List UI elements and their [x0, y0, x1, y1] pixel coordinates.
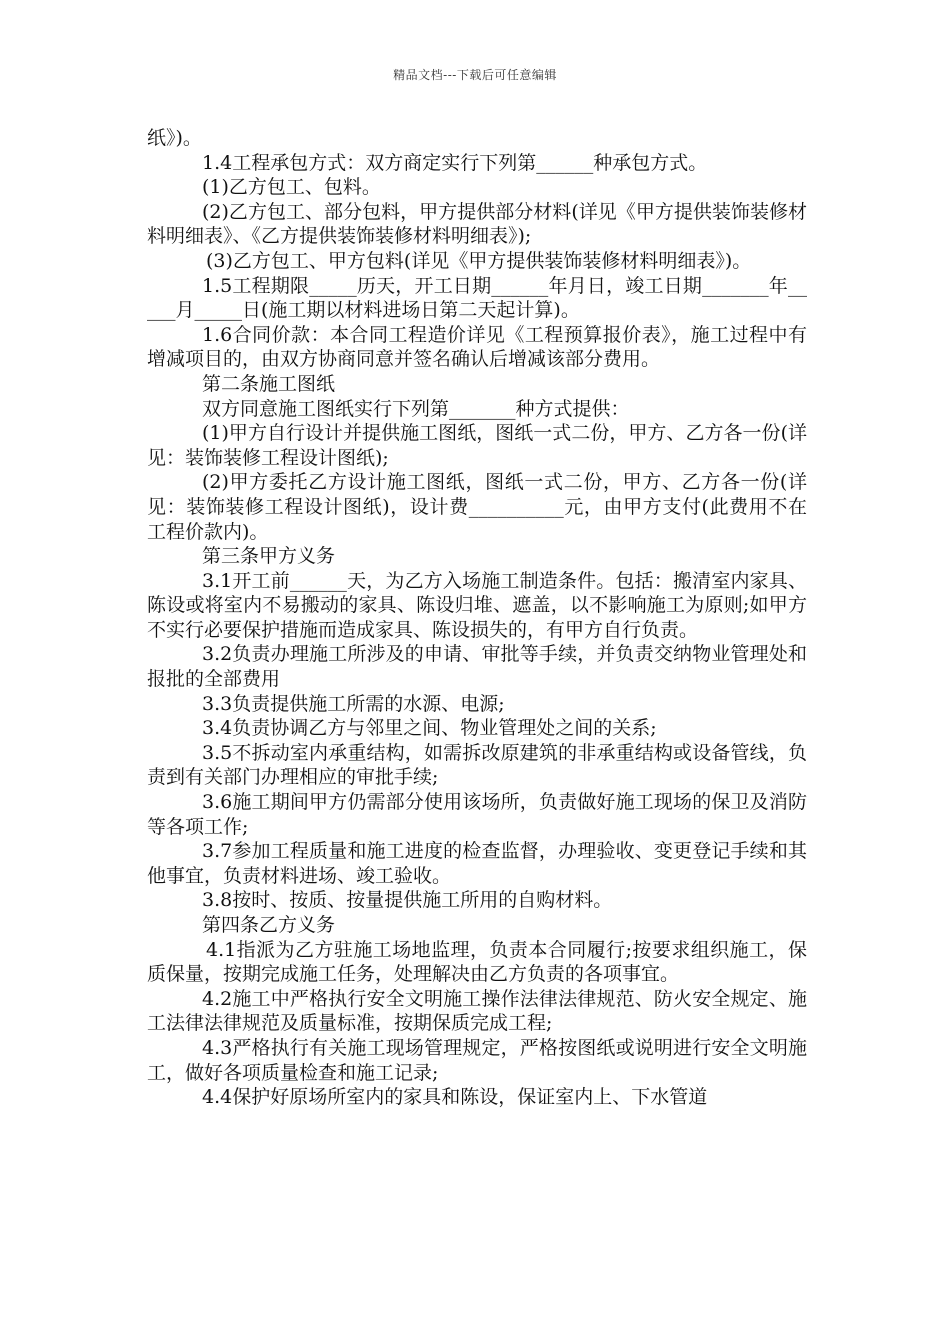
paragraph: 3.5不拆动室内承重结构，如需拆改原建筑的非承重结构或设备管线，负责到有关部门办理相应的审批手续; — [147, 741, 807, 789]
paragraph: 4.4保护好原场所室内的家具和陈设，保证室内上、下水管道 — [202, 1086, 708, 1109]
paragraph: (1)乙方包工、包料。 — [202, 176, 381, 199]
paragraph: 4.3严格执行有关施工现场管理规定，严格按图纸或说明进行安全文明施工，做好各项质量检查和施工记录; — [147, 1036, 807, 1084]
paragraph: 1.5工程期限_____历天，开工日期______年月日，竣工日期_______年_____月_____日(施工期以材料进场日第二天起计算)。 — [147, 274, 807, 322]
paragraph: 3.2负责办理施工所涉及的申请、审批等手续，并负责交纳物业管理处和报批的全部费用 — [147, 643, 807, 691]
paragraph: 1.4工程承包方式：双方商定实行下列第______种承包方式。 — [202, 151, 708, 174]
paragraph: 4.1指派为乙方驻施工场地监理，负责本合同履行;按要求组织施工，保质保量，按期完成施工任务，处理解决由乙方负责的各项事宜。 — [147, 938, 807, 986]
paragraph: 3.7参加工程质量和施工进度的检查监督，办理验收、变更登记手续和其他事宜，负责材料进场、竣工验收。 — [147, 840, 807, 887]
section-heading: 第四条乙方义务 — [202, 914, 336, 936]
page-header: 精品文档---下载后可任意编辑 — [393, 68, 557, 82]
paragraph: 3.6施工期间甲方仍需部分使用该场所，负责做好施工现场的保卫及消防等各项工作; — [147, 791, 807, 838]
paragraph: 1.6合同价款：本合同工程造价详见《工程预算报价表》，施工过程中有增减项目的，由双方协商同意并签名确认后增减该部分费用。 — [147, 323, 807, 371]
paragraph: 双方同意施工图纸实行下列第_______种方式提供： — [202, 397, 630, 420]
paragraph: 纸》)。 — [147, 127, 202, 149]
paragraph: (2)甲方委托乙方设计施工图纸，图纸一式二份，甲方、乙方各一份(详见：装饰装修工程设计图纸)，设计费__________元，由甲方支付(此费用不在工程价款内)。 — [147, 471, 807, 543]
paragraph: 3.8按时、按质、按量提供施工所用的自购材料。 — [202, 889, 613, 912]
paragraph: 4.2施工中严格执行安全文明施工操作法律法律规范、防火安全规定、施工法律法律规范及质量标准，按期保质完成工程; — [147, 987, 807, 1035]
section-heading: 第二条施工图纸 — [202, 372, 336, 395]
paragraph: (1)甲方自行设计并提供施工图纸，图纸一式二份，甲方、乙方各一份(详见：装饰装修工程设计图纸); — [147, 422, 807, 469]
paragraph: (2)乙方包工、部分包料，甲方提供部分材料(详见《甲方提供装饰装修材料明细表》、《乙方提供装饰装修材料明细表》); — [147, 200, 807, 248]
document-body — [147, 126, 807, 1110]
paragraph: 3.1开工前______天，为乙方入场施工制造条件。包括：搬清室内家具、陈设或将室内不易搬动的家具、陈设归堆、遮盖，以不影响施工为原则;如甲方不实行必要保护措施而造成家具、陈设损失的，有甲方自行负责。 — [147, 569, 807, 641]
paragraph: (3)乙方包工、甲方包料(详见《甲方提供装饰装修材料明细表》)。 — [206, 249, 752, 272]
paragraph: 3.3负责提供施工所需的水源、电源; — [202, 692, 505, 715]
section-heading: 第三条甲方义务 — [202, 545, 336, 568]
paragraph: 3.4负责协调乙方与邻里之间、物业管理处之间的关系; — [202, 717, 657, 740]
